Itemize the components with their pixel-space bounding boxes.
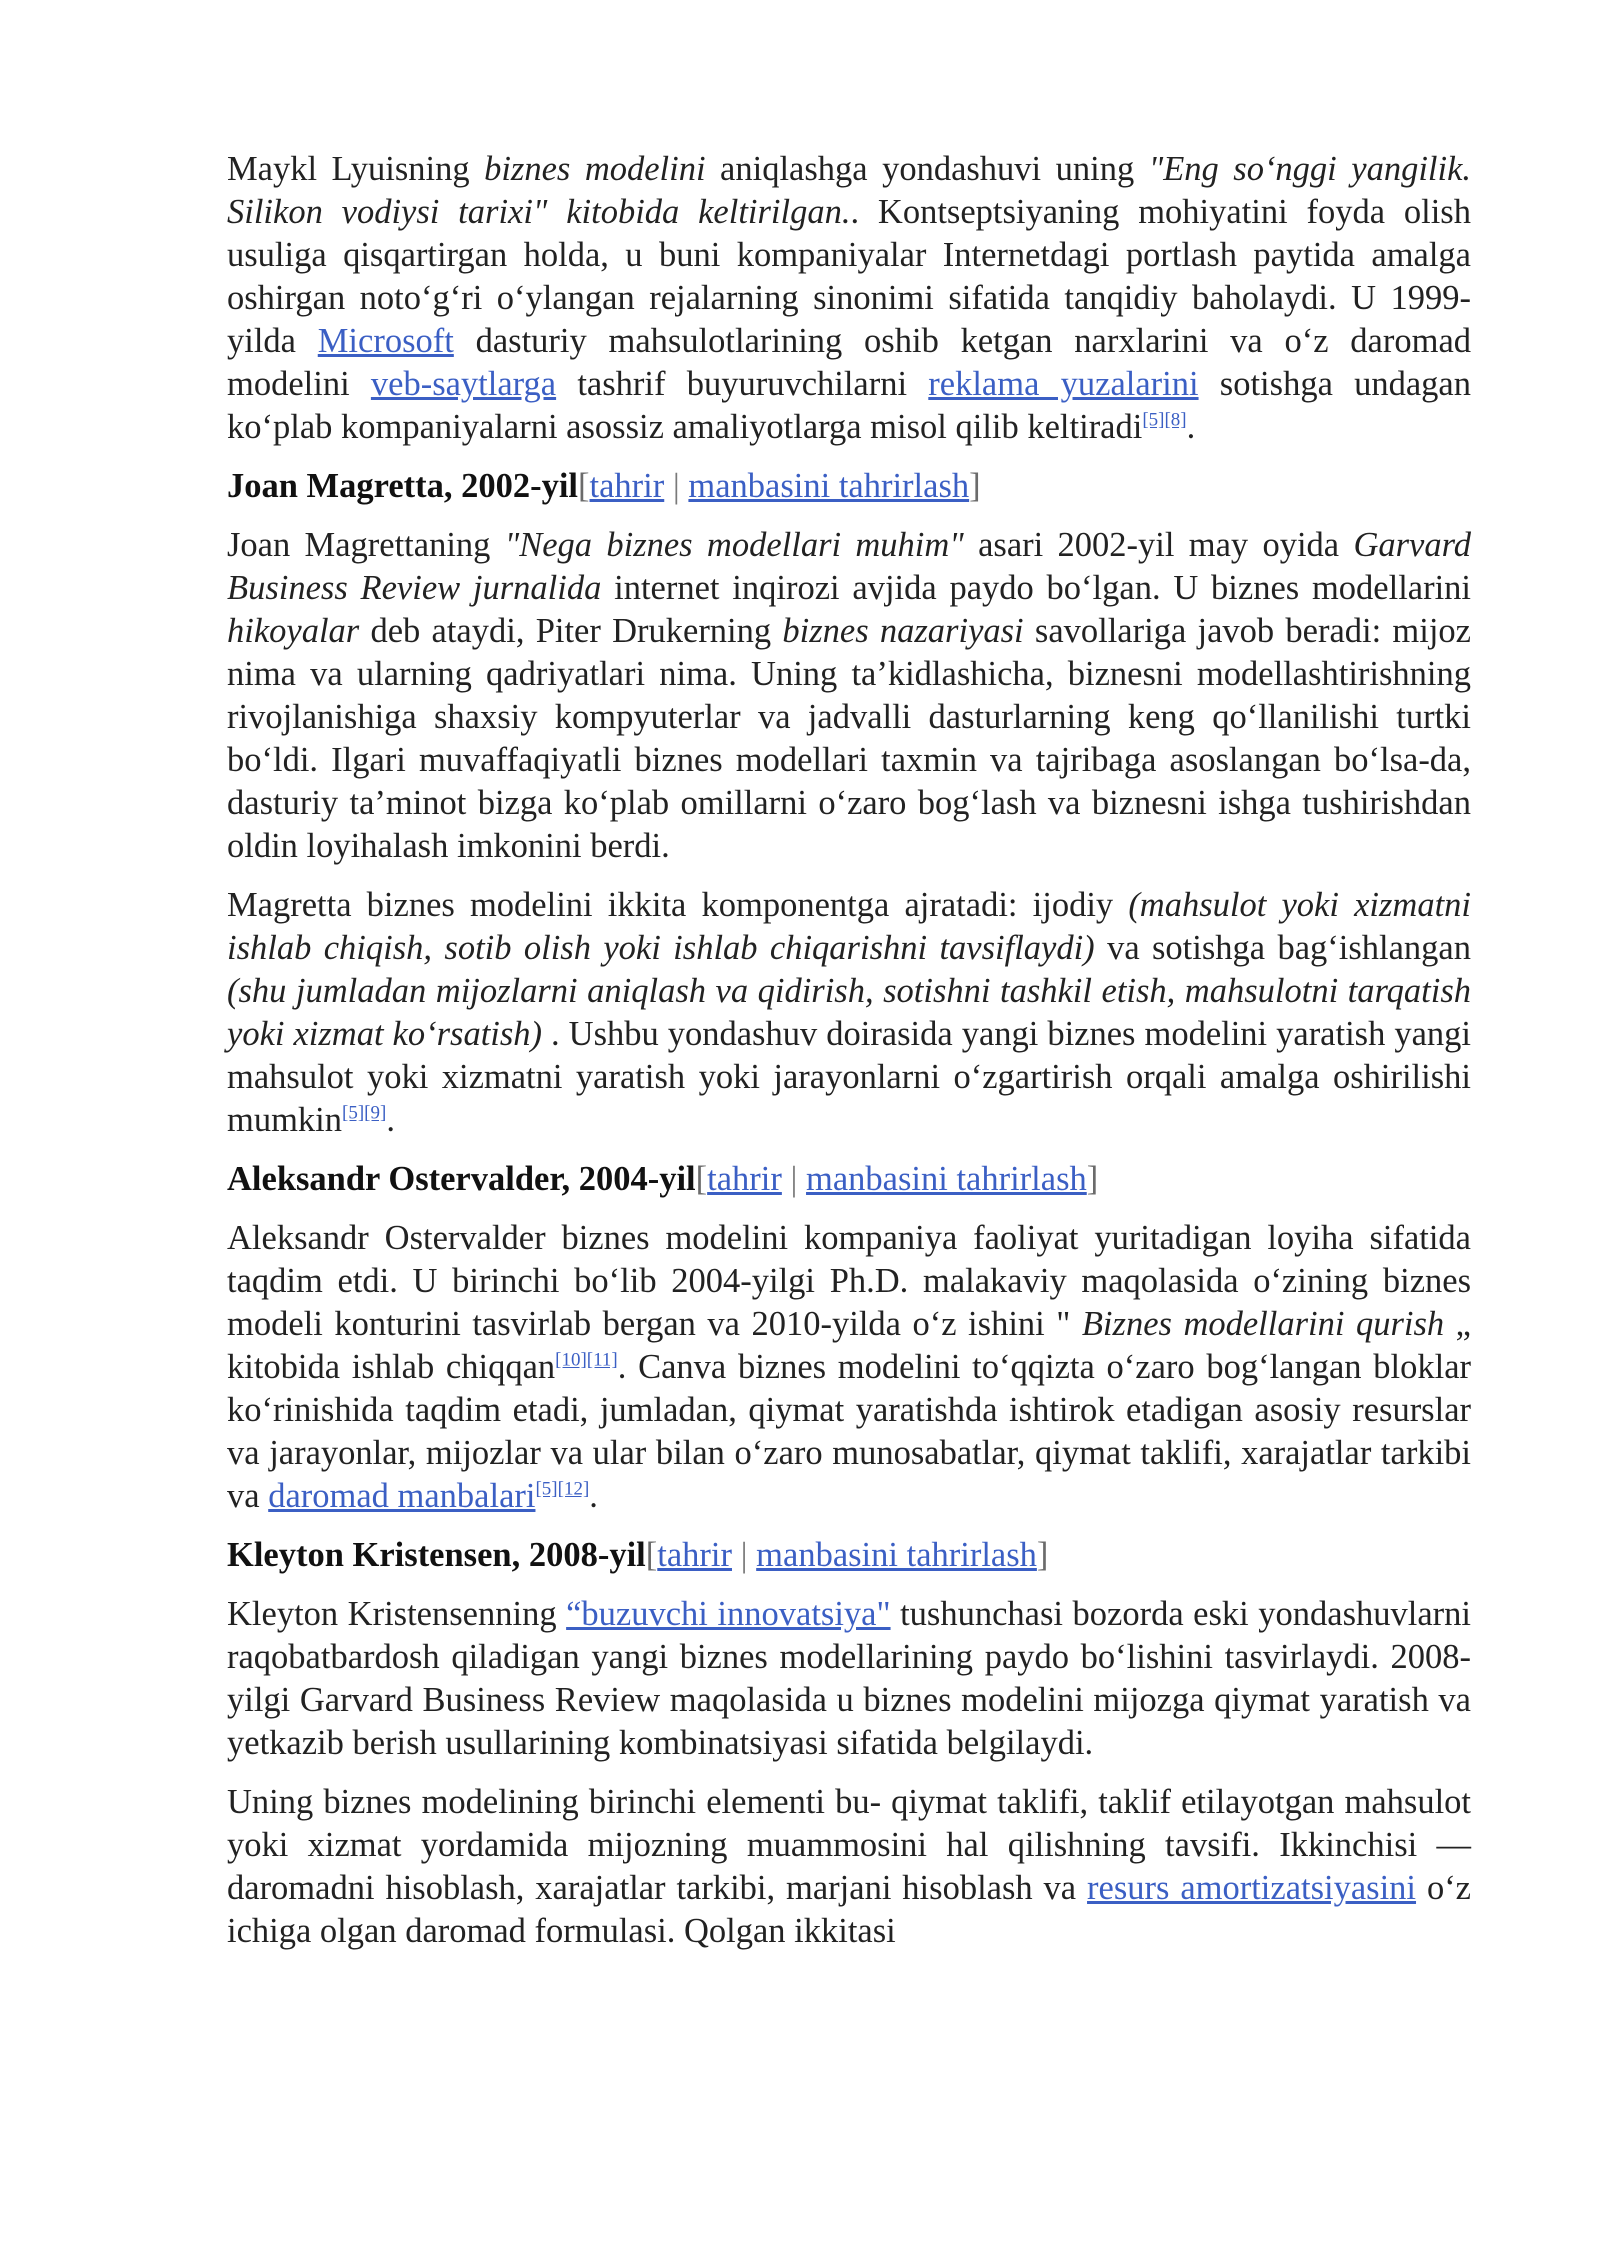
citation-link[interactable]: [10] bbox=[555, 1349, 587, 1371]
heading-title: Kleyton Kristensen, 2008-yil bbox=[227, 1536, 646, 1574]
edit-source-link[interactable]: manbasini tahrirlash bbox=[806, 1160, 1087, 1198]
bracket: [ bbox=[695, 1160, 708, 1198]
citation bbox=[342, 1103, 386, 1124]
text: tashrif buyuruvchilarni bbox=[556, 365, 929, 403]
paragraph-magretta-2 bbox=[227, 884, 1471, 1142]
edit-link[interactable]: tahrir bbox=[657, 1536, 732, 1574]
separator: | bbox=[781, 1160, 807, 1198]
edit-source-link[interactable]: manbasini tahrirlash bbox=[756, 1536, 1037, 1574]
text: savollariga javob beradi: mijoz nima va ularning qadriyatlari nima. Uning ta’kidlashicha, biznesni modellashtirishning rivojlanishiga shaxsiy kompyuterlar va jadvalli dasturlarning keng qo‘llanilishi turtki bo‘ldi. Ilgari muvaffaqiyatli biznes modellari taxmin va tajribaga asoslangan bo‘lsa-da, dasturiy ta’minot bizga ko‘plab omillarni o‘zaro bog‘lash va biznesni ishga tushirishdan oldin loyihalash imkonini berdi. bbox=[227, 612, 1471, 865]
citation-link[interactable]: [5] bbox=[342, 1102, 365, 1124]
link-buzuvchi-innovatsiya[interactable]: “buzuvchi innovatsiya" bbox=[566, 1595, 891, 1633]
link-resurs-amortizatsiyasini[interactable]: resurs amortizatsiyasini bbox=[1087, 1869, 1417, 1907]
italic-text: "Eng so‘nggi yangilik. Silikon vodiysi tarixi" kitobida keltirilgan. bbox=[227, 150, 1472, 231]
text: va sotishga bag‘ishlangan bbox=[1094, 929, 1471, 967]
text: aniqlashga yondashuvi uning bbox=[705, 150, 1149, 188]
text: „ kitobida ishlab chiqqan bbox=[227, 1305, 1471, 1386]
text: Aleksandr Ostervalder biznes modelini kompaniya faoliyat yuritadigan loyiha sifatida taqdim etdi. U birinchi bo‘lib 2004-yilgi Ph.D. malakaviy maqolasida o‘zining biznes modeli konturini tasvirlab bergan va 2010-yilda o‘z ishini " bbox=[227, 1219, 1471, 1343]
edit-link[interactable]: tahrir bbox=[707, 1160, 782, 1198]
citation bbox=[1142, 410, 1186, 431]
text: . bbox=[589, 1477, 598, 1515]
text: internet inqirozi avjida paydo bo‘lgan. U biznes modellarini bbox=[601, 569, 1471, 607]
separator: | bbox=[664, 467, 689, 505]
bracket: ] bbox=[1036, 1536, 1049, 1574]
text: dasturiy mahsulotlarining oshib ketgan narxlarini va o‘z daromad modelini bbox=[227, 322, 1472, 403]
link-veb-saytlarga[interactable]: veb-saytlarga bbox=[370, 365, 557, 403]
italic-text: Biznes modellarini qurish bbox=[1081, 1305, 1445, 1343]
citation-link[interactable]: [8] bbox=[1164, 409, 1187, 431]
section-heading-ostervalder bbox=[227, 1158, 1471, 1201]
citation bbox=[555, 1350, 618, 1371]
text: Uning biznes modelining birinchi elementi bu- qiymat taklifi, taklif etilayotgan mahsulot yoki xizmat yordamida mijozning muammosini hal qilishning tavsifi. Ikkinchisi — daromadni hisoblash, xarajatlar tarkibi, marjani hisoblash va bbox=[227, 1783, 1471, 1907]
text: . Canva biznes modelini to‘qqizta o‘zaro bog‘langan bloklar ko‘rinishida taqdim etadi, jumladan, qiymat yaratishda ishtirok etadigan asosiy resurslar va jarayonlar, mijozlar va ular bilan o‘zaro munosabatlar, qiymat taklifi, xarajatlar tarkibi va bbox=[227, 1348, 1471, 1515]
link-daromad-manbalari[interactable]: daromad manbalari bbox=[268, 1477, 536, 1515]
citation-link[interactable]: [11] bbox=[586, 1349, 618, 1371]
citation-link[interactable]: [5] bbox=[1142, 409, 1165, 431]
italic-text: biznes modelini bbox=[484, 150, 706, 188]
citation-link[interactable]: [5] bbox=[535, 1478, 558, 1500]
section-heading-magretta bbox=[227, 465, 1471, 508]
heading-title: Aleksandr Ostervalder, 2004-yil bbox=[227, 1160, 696, 1198]
italic-text: Garvard Business Review jurnalida bbox=[227, 526, 1471, 607]
bracket: ] bbox=[1086, 1160, 1099, 1198]
text: . bbox=[1186, 408, 1196, 446]
text: . bbox=[386, 1101, 395, 1139]
italic-text: hikoyalar bbox=[227, 612, 360, 650]
bracket: ] bbox=[969, 467, 981, 505]
edit-source-link[interactable]: manbasini tahrirlash bbox=[688, 467, 970, 505]
text: sotishga undagan ko‘plab kompaniyalarni asossiz amaliyotlarga misol qilib keltiradi bbox=[227, 365, 1471, 446]
text: tushunchasi bozorda eski yondashuvlarni raqobatbardosh qiladigan yangi biznes modellarining paydo bo‘lishini tasvirlaydi. 2008-yilgi Garvard Business Review maqolasida u biznes modelini mijozga qiymat yaratish va yetkazib berish usullarining kombinatsiyasi sifatida belgilaydi. bbox=[227, 1595, 1471, 1762]
paragraph-kristensen-2 bbox=[227, 1781, 1471, 1953]
link-microsoft[interactable]: Microsoft bbox=[317, 322, 454, 360]
citation-link[interactable]: [12] bbox=[557, 1478, 590, 1500]
text: . Kontseptsiyaning mohiyatini foyda olish usuliga qisqartirgan holda, u buni kompaniyalar Internetdagi portlash paytida amalga oshirgan noto‘g‘ri o‘ylangan rejalarning sinonimi sifatida tanqidiy baholaydi. U 1999-yilda bbox=[227, 193, 1471, 360]
heading-title: Joan Magretta, 2002-yil bbox=[227, 467, 579, 505]
citation-link[interactable]: [9] bbox=[364, 1102, 387, 1124]
text: deb ataydi, Piter Drukerning bbox=[359, 612, 783, 650]
paragraph-magretta-1 bbox=[227, 524, 1471, 868]
edit-links bbox=[578, 467, 981, 505]
bracket: [ bbox=[645, 1536, 658, 1574]
link-reklama-yuzalarini[interactable]: reklama yuzalarini bbox=[928, 365, 1199, 403]
italic-text: (shu jumladan mijozlarni aniqlash va qidirish, sotishni tashkil etish, mahsulotni tarqatish yoki xizmat ko‘rsatish) bbox=[227, 972, 1471, 1053]
paragraph-ostervalder bbox=[227, 1217, 1471, 1518]
text: o‘z ichiga olgan daromad formulasi. Qolgan ikkitasi bbox=[227, 1869, 1471, 1950]
italic-text: "Nega biznes modellari muhim" bbox=[504, 526, 964, 564]
section-heading-kristensen bbox=[227, 1534, 1471, 1577]
italic-text: (mahsulot yoki xizmatni ishlab chiqish, sotib olish yoki ishlab chiqarishni tavsiflaydi) bbox=[227, 886, 1471, 967]
citation bbox=[535, 1479, 589, 1500]
text: Maykl Lyuisning bbox=[227, 150, 485, 188]
text: Joan Magrettaning bbox=[227, 526, 505, 564]
text: asari 2002-yil may oyida bbox=[963, 526, 1354, 564]
paragraph-lewis bbox=[227, 148, 1471, 449]
document-page bbox=[227, 148, 1471, 1969]
edit-links bbox=[696, 1160, 1099, 1198]
edit-link[interactable]: tahrir bbox=[589, 467, 665, 505]
text: . Ushbu yondashuv doirasida yangi biznes modelini yaratish yangi mahsulot yoki xizmatni yaratish yoki jarayonlarni o‘zgartirish orqali amalga oshirilishi mumkin bbox=[227, 1015, 1471, 1139]
edit-links bbox=[646, 1536, 1049, 1574]
italic-text: biznes nazariyasi bbox=[782, 612, 1024, 650]
text: Kleyton Kristensenning bbox=[227, 1595, 567, 1633]
bracket: [ bbox=[578, 467, 590, 505]
text: Magretta biznes modelini ikkita komponentga ajratadi: ijodiy bbox=[227, 886, 1129, 924]
separator: | bbox=[732, 1536, 757, 1574]
paragraph-kristensen-1 bbox=[227, 1593, 1471, 1765]
